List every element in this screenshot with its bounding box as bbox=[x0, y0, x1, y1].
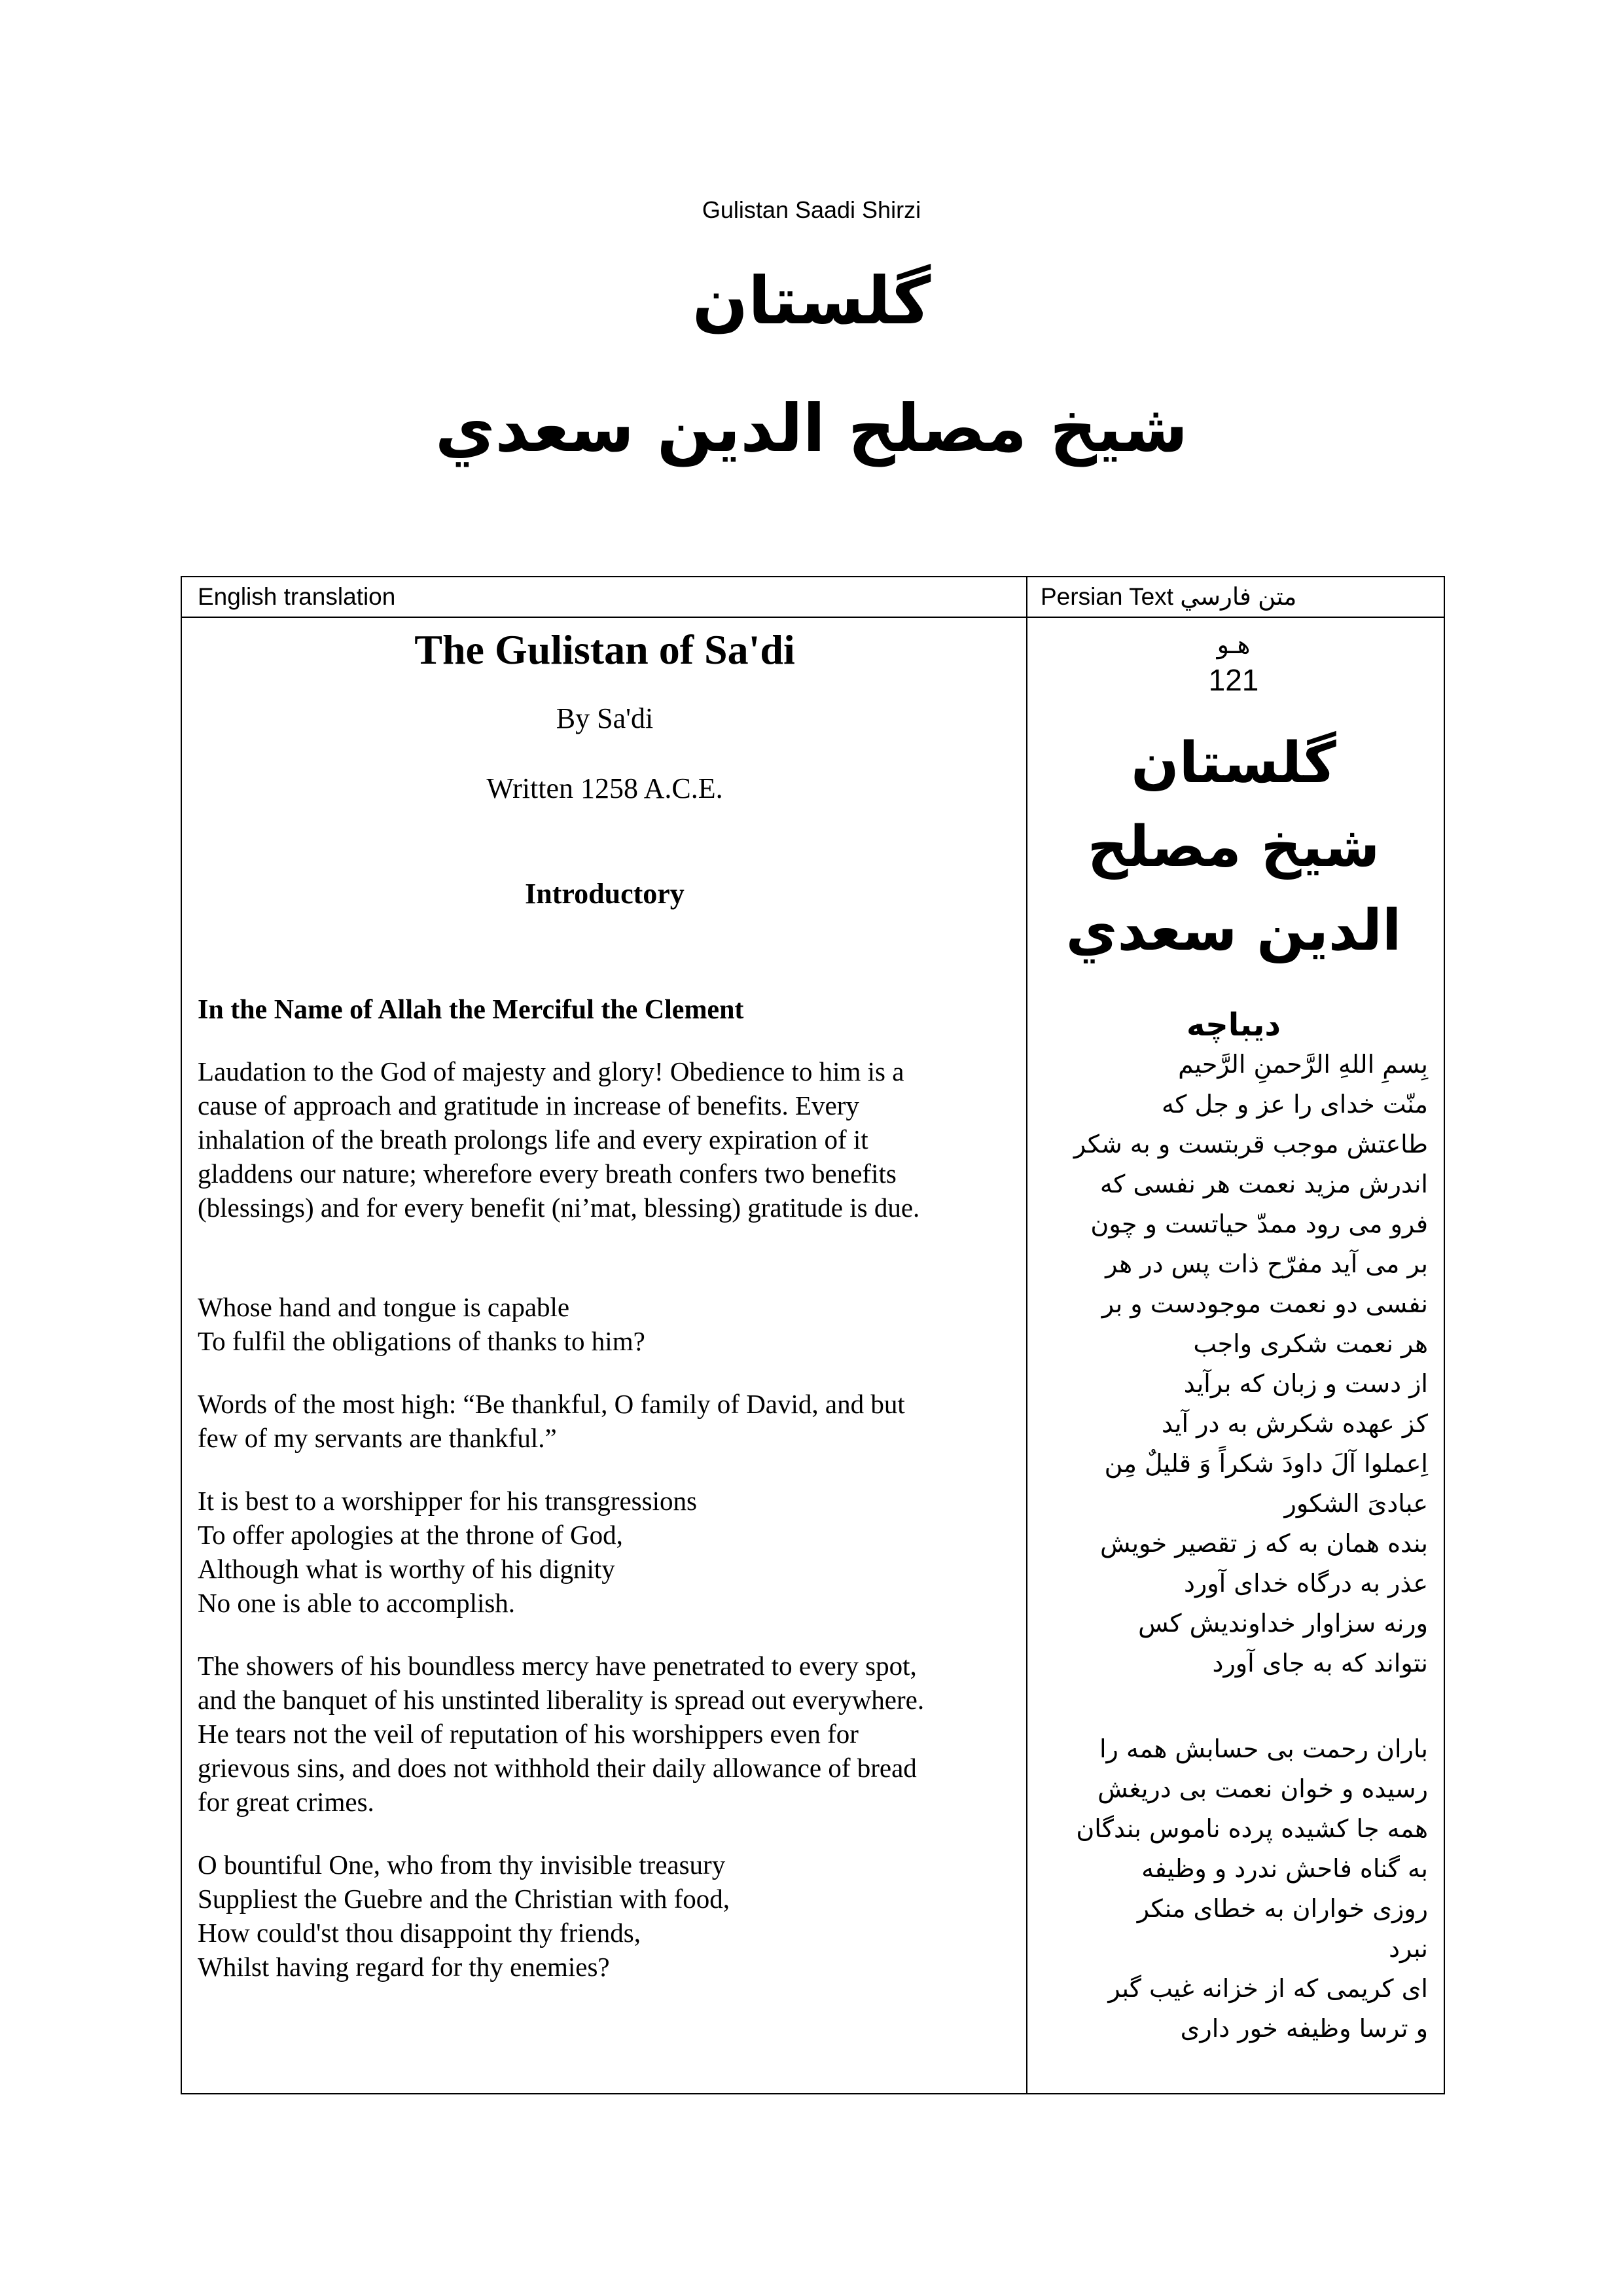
persian-number: 121 bbox=[1208, 663, 1259, 697]
english-cell bbox=[181, 617, 1027, 2094]
persian-hu: هـو bbox=[1217, 630, 1251, 659]
running-title: Gulistan Saadi Shirzi bbox=[702, 196, 921, 223]
english-paragraph: It is best to a worshipper for his transgressions To offer apologies at the throne of God, Although what is worthy of his dignity No one is able to accomplish. bbox=[198, 1486, 697, 1619]
english-author: By Sa'di bbox=[556, 702, 654, 735]
persian-paragraph: بِسمِ اللهِ الرَّحمنِ الرَّحيم منّت خدای را عز و جل که طاعتش موجب قربتست و به شکر اندرش مزید نعمت هر نفسی که فرو می رود ممدّ حیاتست و چون بر می آید مفرّح ذات پس در هر نفسی دو نعمت موجودست و بر هر نعمت شکری واجب از دست و زبان که برآید کز عهده شکرش به در آید اِعملوا آلَ داودَ شکراً وَ قلیلٌ مِن عبادیَ الشکور بنده همان به که ز تقصیر خویش عذر به درگاه خدای آورد ورنه سزاوار خداوندیش کس نتواند که به جای آورد bbox=[1073, 1050, 1428, 1677]
persian-cell bbox=[1027, 617, 1444, 2094]
english-paragraph: Whose hand and tongue is capable To fulfil the obligations of thanks to him? bbox=[198, 1292, 645, 1357]
persian-title-golestan: گلستان bbox=[692, 262, 931, 339]
english-paragraph: Words of the most high: “Be thankful, O family of David, and but few of my servants are thankful.” bbox=[198, 1389, 905, 1454]
persian-big-title: گلستان شيخ مصلح الدين سعدي bbox=[1065, 730, 1402, 963]
persian-paragraph: باران رحمت بی حسابش همه را رسیده و خوان نعمت بی دریغش همه جا کشیده پرده ناموس بندگان به گناه فاحش ندرد و وظیفه روزی خواران به خطای منکر نبرد ای کریمی که از خزانه غیب گبر و ترسا وظیفه خور داری bbox=[1076, 1734, 1428, 2043]
bilingual-table bbox=[181, 576, 1445, 2094]
english-column-header: English translation bbox=[181, 577, 1027, 617]
persian-title-author: شيخ مصلح الدين سعدي bbox=[435, 390, 1188, 467]
persian-column-header: Persian Text متن فارسي bbox=[1027, 577, 1444, 617]
table-content-row bbox=[181, 617, 1444, 2094]
persian-subtitle: ديباچه bbox=[1186, 1007, 1281, 1043]
english-section-title: Introductory bbox=[525, 878, 685, 910]
english-paragraph: O bountiful One, who from thy invisible treasury Suppliest the Guebre and the Christian with food, How could'st thou disappoint thy friends, Whilst having regard for thy enemies? bbox=[198, 1850, 730, 1982]
english-paragraph: The showers of his boundless mercy have penetrated to every spot, and the banquet of his unstinted liberality is spread out everywhere. He tears not the veil of reputation of his worshippers even for grievous sins, and does not withhold their daily allowance of bread for great crimes. bbox=[198, 1651, 925, 1818]
english-title: The Gulistan of Sa'di bbox=[414, 626, 795, 673]
english-date: Written 1258 A.C.E. bbox=[486, 772, 723, 805]
english-paragraph: Laudation to the God of majesty and glory! Obedience to him is a cause of approach and gratitude in increase of benefits. Every inhalation of the breath prolongs life and every expiration of it gladdens our nature; wherefore every breath confers two benefits (blessings) and for every benefit (ni’mat, blessing) gratitude is due. bbox=[198, 1056, 920, 1223]
english-heading: In the Name of Allah the Merciful the Clement bbox=[198, 995, 744, 1026]
table-header-row bbox=[181, 577, 1444, 617]
